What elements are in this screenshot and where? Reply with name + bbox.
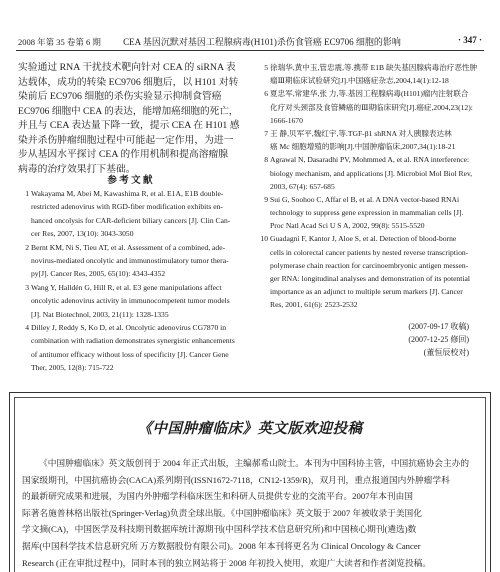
reference-line: technology to suppress gene expression in mammalian cells [J]. bbox=[270, 208, 464, 218]
notice-line: 际著名施普林格出版社(Springer-Verlag)负责全球出版。《中国肿瘤临床》英文版于 2007 年被收录于美国化 bbox=[22, 507, 422, 518]
reference-line: Bernt KM, Ni S, Tieu AT, et al. Assessment of a combined, ade- bbox=[31, 242, 226, 252]
notice-title: 《中国肿瘤临床》英文版欢迎投稿 bbox=[137, 420, 363, 437]
reference-number: 6 bbox=[264, 89, 268, 99]
notice-line: 《中国肿瘤临床》英文版创刊于 2004 年正式出版，主编郝希山院士。本刊为中国科协主管，中国抗癌协会主办的 bbox=[39, 458, 470, 468]
header-rule bbox=[16, 50, 484, 51]
reference-item bbox=[18, 281, 242, 321]
header-article-title: CEA 基因沉默对基因工程腺病毒(H101)杀伤食管癌 EC9706 细胞的影响 bbox=[123, 37, 401, 47]
notice-line: 的最新研究成果和进展，为国内外肿瘤学科临床医生和科研人员提供专业的交流平台。2007年本刊由国 bbox=[22, 491, 413, 502]
reference-line: ger RNA: longitudinal analyses and demonstration of its potential bbox=[270, 274, 470, 283]
reference-line: Guadagni F, Kantor J, Aloe S, et al. Detection of blood-borne bbox=[270, 234, 457, 244]
reference-item bbox=[18, 241, 242, 281]
reference-item bbox=[18, 187, 242, 241]
notice-box bbox=[9, 392, 491, 572]
reference-line: hanced oncolysis for CAR-deficient biliary cancers [J]. Clin Can- bbox=[31, 215, 231, 225]
reference-item bbox=[257, 61, 482, 87]
received-date: (2007-09-17 收稿) bbox=[408, 322, 469, 331]
reference-line: of antitumor efficacy without loss of specificity [J]. Cancer Gene bbox=[31, 349, 229, 359]
references-left-column bbox=[18, 187, 242, 374]
reference-line: 徐瑞华,黄中玉,管忠震,等.携带 E1B 缺失基因腺病毒治疗恶性肿 bbox=[270, 63, 478, 72]
proofreader-note: (董恒辰校对) bbox=[423, 348, 469, 357]
reference-item bbox=[257, 232, 482, 311]
reference-number: 5 bbox=[264, 63, 268, 72]
reference-number: 8 bbox=[264, 155, 268, 165]
notice-line: 国家级期刊，中国抗癌协会(CACA)系列期刊(ISSN1672-7118，CN12-1359/R)，双月刊，重点报道国内外肿瘤学科 bbox=[22, 474, 450, 485]
paragraph-line: 病毒的治疗效果打下基础。 bbox=[18, 163, 136, 175]
reference-item bbox=[257, 87, 482, 127]
reference-number: 9 bbox=[264, 194, 268, 204]
reference-item bbox=[18, 321, 242, 375]
reference-item bbox=[257, 153, 482, 193]
paragraph-line: 并且与 CEA 表达量下降一致，提示 CEA 在 H101 感 bbox=[18, 120, 240, 131]
reference-line: Agrawal N, Dasaradhi PV, Mohmmed A, et al. RNA interference: bbox=[270, 155, 470, 165]
reference-line: oncolytic adenovirus activity in immunocompetent tumor models bbox=[31, 296, 230, 306]
reference-line: Ther, 2005, 12(8): 715-722 bbox=[31, 363, 114, 373]
paragraph-line: 染并杀伤肿瘤细胞过程中可能起一定作用，为进一 bbox=[18, 134, 234, 146]
page-number: · 347 · bbox=[457, 35, 482, 45]
paragraph-line: 达载体，成功的转染 EC9706 细胞后，以 H101 对转 bbox=[18, 76, 239, 88]
reference-line: combination with radiation demonstrates synergistic enhancements bbox=[31, 336, 235, 346]
reference-item bbox=[257, 193, 482, 233]
paragraph-line: 染前后 EC9706 细胞的杀伤实验显示抑制食管癌 bbox=[18, 91, 222, 102]
notice-line: 据库(中国科学技术信息研究所 万方数据股份有限公司)。2008 年本刊将更名为 Clinical Oncology & Cancer bbox=[22, 540, 421, 551]
references-heading: 参 考 文 献 bbox=[107, 176, 153, 186]
reference-line: polymerase chain reaction for carcinoembryonic antigen messen- bbox=[270, 260, 469, 270]
paragraph-line: EC9706 细胞中 CEA 的表达，能增加癌细胞的死亡， bbox=[18, 105, 239, 117]
reference-line: cer Res, 2007, 13(10): 3043-3050 bbox=[31, 229, 134, 239]
reference-line: 瘤Ⅲ期临床试验研究[J].中国癌症杂志,2004,14(1):12-18 bbox=[270, 76, 449, 86]
reference-line: Wang Y, Halldén G, Hill R, et al. E3 gene manipulations affect bbox=[31, 282, 222, 292]
reference-line: 1666-1670 bbox=[270, 115, 303, 125]
reference-line: biology mechanism, and applications [J]. Microbiol Mol Biol Rev, bbox=[270, 168, 473, 178]
reference-line: Sui G, Soohoo C, Affar el B, et al. A DNA vector-based RNAi bbox=[270, 194, 460, 204]
reference-line: Res, 2001, 61(6): 2523-2532 bbox=[270, 300, 358, 310]
reference-line: 化疗对头颈部及食管鳞癌的Ⅲ期临床研究[J].癌症,2004,23(12): bbox=[270, 102, 473, 112]
reference-line: Wakayama M, Abei M, Kawashima R, et al. E1A, E1B double- bbox=[31, 189, 224, 198]
reference-number: 1 bbox=[25, 189, 29, 198]
reference-line: importance as an adjunct to multiple serum markers [J]. Cancer bbox=[270, 287, 463, 297]
reference-item bbox=[257, 127, 482, 153]
reference-line: restricted adenovirus with RGD-fiber modification exhibits en- bbox=[31, 202, 223, 212]
reference-number: 3 bbox=[25, 282, 29, 292]
reference-line: 癌 Mc 细胞增殖的影响[J].中国肿瘤临床,2007,34(1):18-21 bbox=[270, 142, 456, 152]
notice-line: Research (正在审批过程中)，同时本刊的独立网站将于 2008 年初投入使用，欢迎广大读者和作者浏览投稿。 bbox=[22, 557, 432, 568]
reference-line: py[J]. Cancer Res, 2005, 65(10): 4343-4352 bbox=[31, 269, 166, 279]
reference-line: 2003, 67(4): 657-685 bbox=[270, 181, 335, 191]
notice-line: 学文摘(CA)，中国医学及科技期刊数据库统计源期刊(中国科学技术信息研究所)和中国核心期刊(遴选)数 bbox=[22, 524, 417, 535]
reference-line: 王 静,贝军平,魏红宇,等.TGF-β1 shRNA 对人胰腺表达林 bbox=[270, 128, 452, 138]
reference-number: 2 bbox=[25, 242, 29, 252]
reference-number: 4 bbox=[25, 322, 29, 332]
reference-line: cells in colorectal cancer patients by nested reverse transcription- bbox=[270, 247, 469, 257]
reference-line: 夏忠军,常建华,张 力,等.基因工程腺病毒(H101)瘤内注射联合 bbox=[270, 89, 469, 99]
reference-line: Proc Natl Acad Sci U S A, 2002, 99(8): 5515-5520 bbox=[270, 221, 425, 231]
references-right-column bbox=[257, 61, 482, 312]
header-issue: 2008 年第 35 卷第 6 期 bbox=[18, 37, 101, 47]
reference-line: Dilley J, Reddy S, Ko D, et al. Oncolytic adenovirus CG7870 in bbox=[31, 322, 227, 332]
revised-date: (2007-12-25 修回) bbox=[408, 335, 469, 344]
reference-line: [J]. Nat Biotechnol, 2003, 21(11): 1328-1335 bbox=[31, 309, 169, 319]
reference-number: 10 bbox=[260, 234, 268, 244]
paragraph-line: 步从基因水平探讨 CEA 的作用机制和提高溶瘤腺 bbox=[18, 149, 229, 160]
notice-body bbox=[22, 455, 478, 571]
reference-number: 7 bbox=[264, 128, 268, 138]
body-paragraph bbox=[18, 61, 242, 177]
paragraph-line: 实验通过 RNA 干扰技术靶向针对 CEA 的 siRNA 表 bbox=[18, 62, 236, 73]
reference-line: novirus-mediated oncolytic and immunostimulatory tumor thera- bbox=[31, 255, 229, 265]
article-dates bbox=[257, 320, 469, 359]
